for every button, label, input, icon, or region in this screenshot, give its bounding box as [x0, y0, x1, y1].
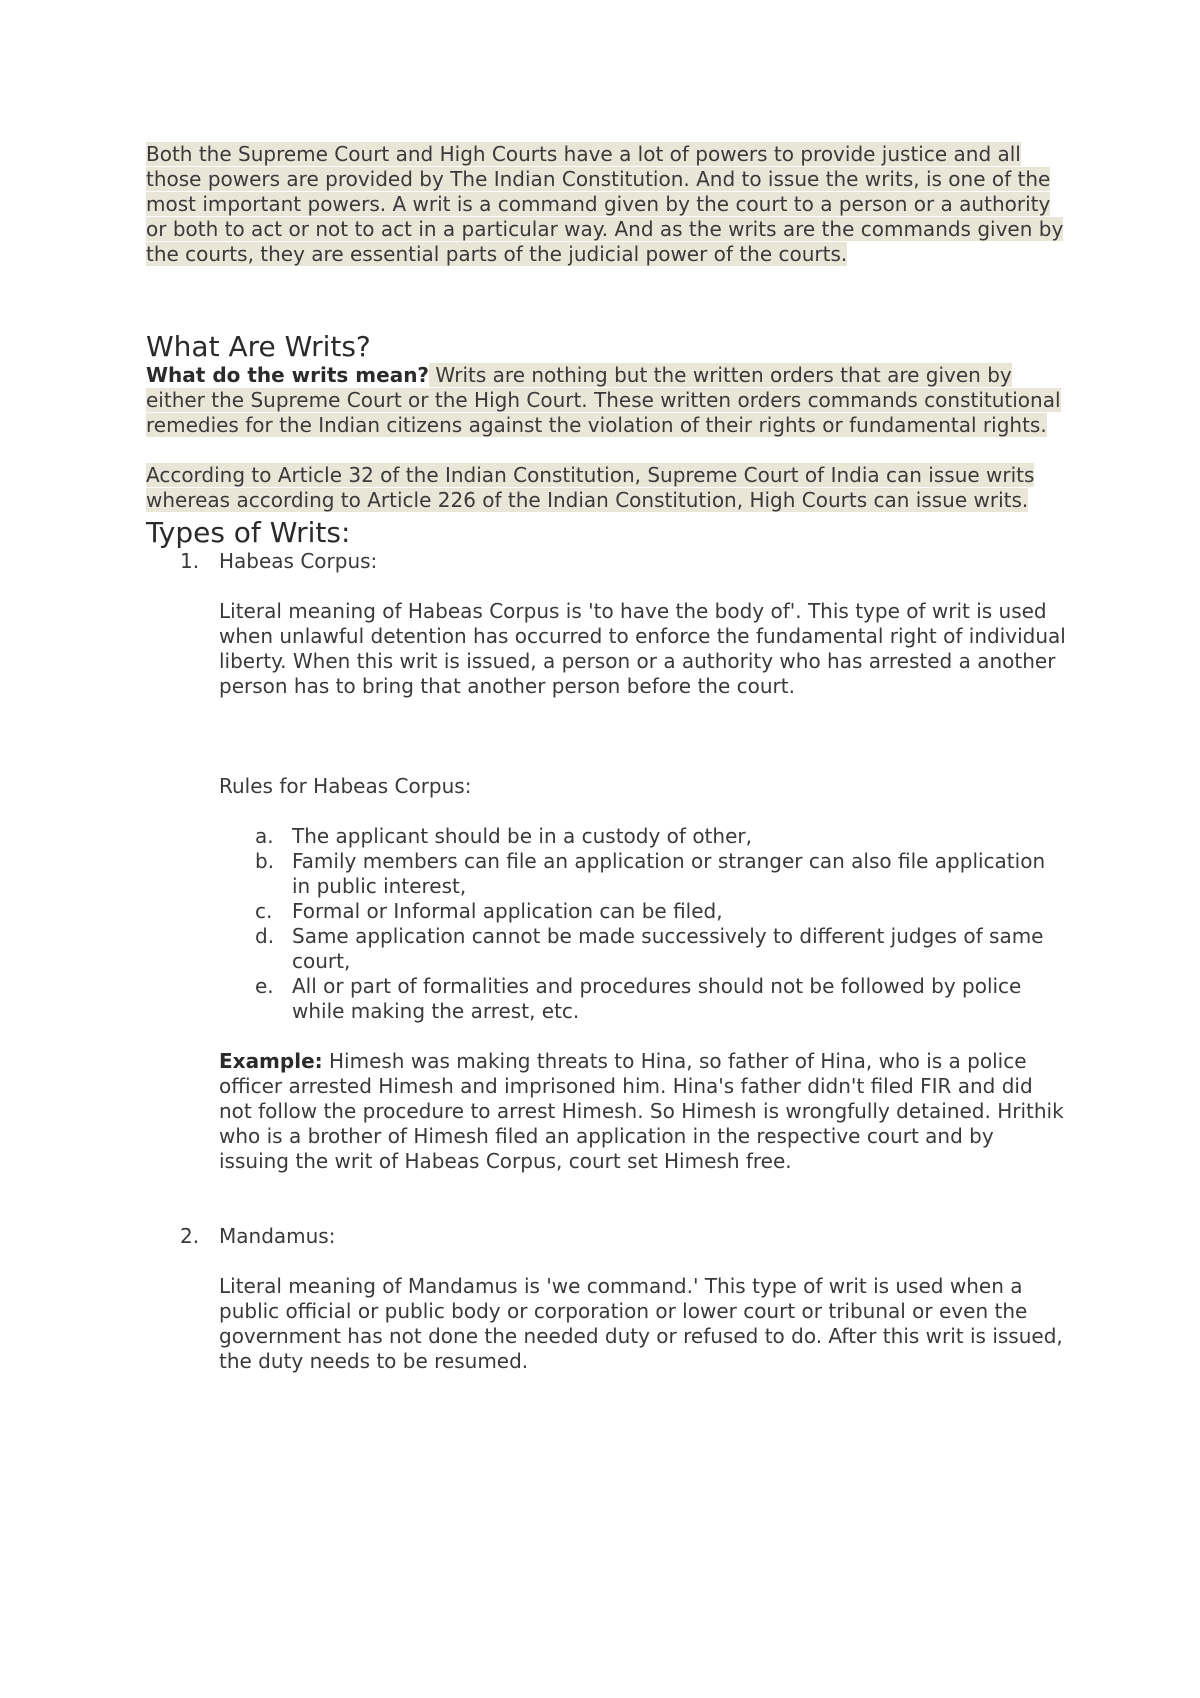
spacer	[146, 1249, 1066, 1274]
article-paragraph	[146, 463, 1066, 513]
list-letter: a.	[255, 824, 274, 848]
document-page	[146, 142, 1066, 1374]
spacer	[146, 1024, 1066, 1049]
spacer	[146, 574, 1066, 599]
spacer	[146, 1199, 1066, 1224]
list-letter: c.	[255, 899, 273, 923]
example-text: Himesh was making threats to Hina, so father of Hina, who is a police officer arrested Himesh and imprisoned him. Hina's father didn't filed FIR and did not follow the procedure to arrest Himesh. So Himesh is wrongfully detained. Hrithik who is a brother of Himesh filed an application in the respective court and by issuing the writ of Habeas Corpus, court set Himesh free.	[219, 1049, 1064, 1173]
rule-text: The applicant should be in a custody of other,	[292, 824, 752, 848]
list-letter: d.	[255, 924, 275, 948]
list-item-mandamus	[146, 1224, 1066, 1249]
list-letter: e.	[255, 974, 274, 998]
what-are-writs-heading: What Are Writs?	[146, 330, 371, 363]
intro-text: Both the Supreme Court and High Courts have a lot of powers to provide justice and all those powers are provided by The Indian Constitution. And to issue the writs, is one of the most important powers. A writ is a command given by the court to a person or a authority or both to act or not to act in a particular way. And as the writs are the commands given by the courts, they are essential parts of the judicial power of the courts.	[146, 142, 1064, 266]
mandamus-meaning-paragraph: Literal meaning of Mandamus is 'we command.' This type of writ is used when a public official or public body or corporation or lower court or tribunal or even the government has not done the needed duty or refused to do. After this writ is issued, the duty needs to be resumed.	[219, 1274, 1063, 1373]
habeas-rules-title: Rules for Habeas Corpus:	[219, 774, 472, 798]
list-item-habeas-corpus	[146, 549, 1066, 574]
list-item	[255, 924, 1066, 974]
list-item	[255, 824, 1066, 849]
rule-text: Formal or Informal application can be filed,	[292, 899, 723, 923]
example-label: Example:	[219, 1049, 323, 1073]
rule-text: Same application cannot be made successively to different judges of same court,	[292, 924, 1044, 973]
list-number: 2.	[180, 1224, 200, 1248]
what-writs-lead: What do the writs mean?	[146, 363, 430, 387]
spacer	[146, 724, 1066, 749]
what-writs-text: Writs are nothing but the written orders that are given by either the Supreme Court or the High Court. These written orders commands constitutional remedies for the Indian citizens against the violation of their rights or fundamental rights.	[146, 363, 1061, 437]
list-item	[255, 974, 1066, 1024]
spacer	[146, 799, 1066, 824]
habeas-example-paragraph	[146, 1049, 1066, 1174]
spacer	[146, 749, 1066, 774]
spacer	[146, 699, 1066, 724]
list-item	[255, 899, 1066, 924]
habeas-rules-list	[146, 824, 1066, 1024]
what-writs-paragraph	[146, 363, 1066, 438]
rule-text: Family members can file an application or stranger can also file application in public interest,	[292, 849, 1046, 898]
types-of-writs-heading: Types of Writs:	[146, 516, 351, 549]
spacer	[146, 438, 1066, 463]
spacer	[146, 1174, 1066, 1199]
habeas-meaning-paragraph: Literal meaning of Habeas Corpus is 'to have the body of'. This type of writ is used when unlawful detention has occurred to enforce the fundamental right of individual liberty. When this writ is issued, a person or a authority who has arrested a another person has to bring that another person before the court.	[219, 599, 1066, 698]
habeas-corpus-title: Habeas Corpus:	[219, 549, 378, 573]
list-letter: b.	[255, 849, 275, 873]
rule-text: All or part of formalities and procedures should not be followed by police while making the arrest, etc.	[292, 974, 1022, 1023]
list-item	[255, 849, 1066, 899]
list-number: 1.	[180, 549, 200, 573]
mandamus-title: Mandamus:	[219, 1224, 336, 1248]
intro-paragraph	[146, 142, 1066, 267]
article-text: According to Article 32 of the Indian Constitution, Supreme Court of India can issue writs whereas according to Article 226 of the Indian Constitution, High Courts can issue writs.	[146, 463, 1035, 512]
